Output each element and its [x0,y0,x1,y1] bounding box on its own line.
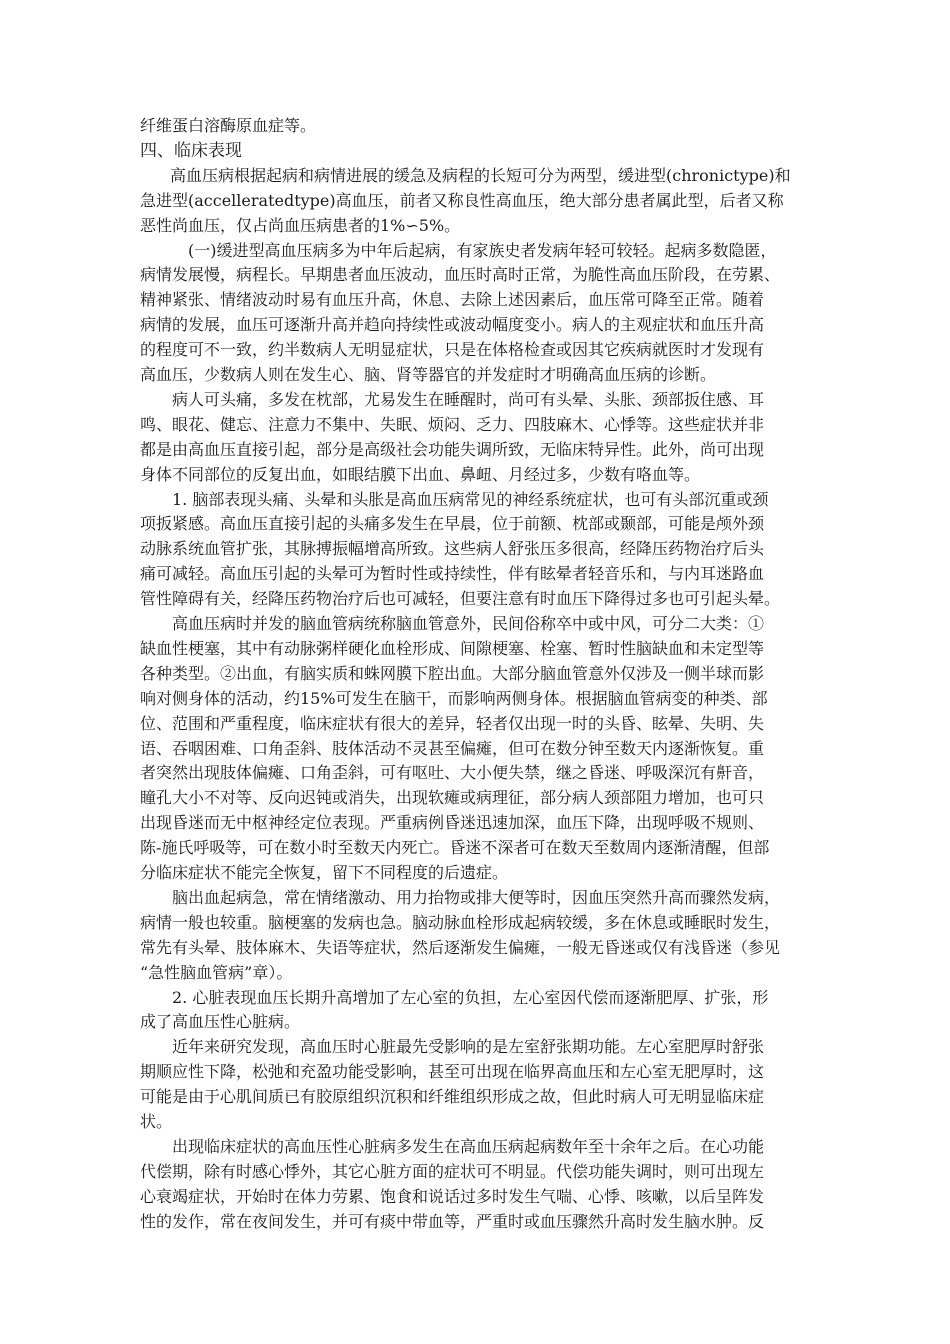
text-line: 纤维蛋白溶酶原血症等。 [140,116,317,135]
text-line: 高血压病时并发的脑血管病统称脑血管意外，民间俗称卒中或中风，可分二大类：① [172,614,765,633]
text-line: 近年来研究发现，高血压时心脏最先受影响的是左室舒张期功能。左心室肥厚时舒张 [172,1037,765,1057]
text-line: 常先有头晕、肢体麻木、失语等症状，然后逐渐发生偏瘫，一般无昏迷或仅有浅昏迷（参见 [140,937,781,957]
text-line: 心衰竭症状，开始时在体力劳累、饱食和说话过多时发生气喘、心悸、咳嗽，以后呈阵发 [140,1186,765,1206]
text-line: 分临床症状不能完全恢复，留下不同程度的后遗症。 [140,863,509,882]
text-line: 都是由高血压直接引起，部分是高级社会功能失调所致，无临床特异性。此外，尚可出现 [140,439,765,459]
text-line: 项扳紧感。高血压直接引起的头痛多发生在早晨，位于前额、枕部或颞部，可能是颅外颈 [140,514,765,534]
text-line: 病情发展慢，病程长。早期患者血压波动，血压时高时正常，为脆性高血压阶段，在劳累、 [140,265,781,285]
text-line: 期顺应性下降，松弛和充盈功能受影响，甚至可出现在临界高血压和左心室无肥厚时，这 [140,1062,765,1082]
text-line: 高血压，少数病人则在发生心、脑、肾等器官的并发症时才明确高血压病的诊断。 [140,365,717,384]
text-line: 陈-施氏呼吸等，可在数小时至数天内死亡。昏迷不深者可在数天至数周内逐渐清醒，但部 [140,838,770,858]
text-line: 恶性尚血压，仅占尚血压病患者的1%∽5%。 [140,215,461,235]
text-line: 出现临床症状的高血压性心脏病多发生在高血压病起病数年至十余年之后。在心功能 [172,1136,765,1156]
text-line: 者突然出现肢体偏瘫、口角歪斜，可有呕吐、大小便失禁，继之昏迷、呼吸深沉有鼾音， [140,763,765,783]
text-line: 精神紧张、情绪波动时易有血压升高，休息、去除上述因素后，血压常可降至正常。随着 [140,290,765,310]
text-line: 位、范围和严重程度，临床症状有很大的差异，轻者仅出现一时的头昏、眩晕、失明、失 [140,713,765,733]
text-line: 鸣、眼花、健忘、注意力不集中、失眠、烦闷、乏力、四肢麻木、心悸等。这些症状并非 [140,414,765,434]
text-line: 响对侧身体的活动，约15%可发生在脑干，而影响两侧身体。根据脑血管病变的种类、部 [140,688,768,708]
text-line: “急性脑血管病”章）。 [140,962,293,982]
text-line: 成了高血压性心脏病。 [140,1012,301,1032]
text-line: 出现昏迷而无中枢神经定位表现。严重病例昏迷迅速加深，血压下降，出现呼吸不规则、 [140,813,765,833]
text-line: 病人可头痛，多发在枕部，尤易发生在睡醒时，尚可有头晕、头胀、颈部扳住感、耳 [172,389,765,409]
text-line: 病情一般也较重。脑梗塞的发病也急。脑动脉血栓形成起病较缓，多在休息或睡眠时发生， [140,912,781,932]
text-line: 脑出血起病急，常在情绪激动、用力抬物或排大便等时，因血压突然升高而骤然发病， [172,887,781,907]
text-line: 性的发作，常在夜间发生，并可有痰中带血等，严重时或血压骤然升高时发生脑水肿。反 [140,1211,765,1231]
text-line: 1. 脑部表现头痛、头晕和头胀是高血压病常见的神经系统症状，也可有头部沉重或颈 [172,489,769,509]
text-line: 动脉系统血管扩张，其脉搏振幅增高所致。这些病人舒张压多很高，经降压药物治疗后头 [140,539,765,559]
text-line: 的程度可不一致，约半数病人无明显症状，只是在体格检查或因其它疾病就医时才发现有 [140,340,765,360]
text-line: 高血压病根据起病和病情进展的缓急及病程的长短可分为两型，缓进型(chronictype)和 [170,165,791,185]
text-line: 代偿期，除有时感心悸外，其它心脏方面的症状可不明显。代偿功能失调时，则可出现左 [140,1161,765,1181]
text-line: 状。 [140,1112,173,1131]
text-line: 瞳孔大小不对等、反向迟钝或消失，出现软瘫或病理征，部分病人颈部阻力增加，也可只 [140,788,765,808]
text-line: 病情的发展，血压可逐渐升高并趋向持续性或波动幅度变小。病人的主观症状和血压升高 [140,315,765,335]
text-line: (一)缓进型高血压病多为中年后起病，有家族史者发病年轻可较轻。起病多数隐匿， [188,240,777,260]
text-line: 各种类型。②出血，有脑实质和蛛网膜下腔出血。大部分脑血管意外仅涉及一侧半球而影 [140,663,765,683]
text-line: 身体不同部位的反复出血，如眼结膜下出血、鼻衄、月经过多，少数有咯血等。 [140,464,701,484]
text-line: 痛可减轻。高血压引起的头晕可为暂时性或持续性，伴有眩晕者轻音乐和，与内耳迷路血 [140,564,765,584]
text-line: 2. 心脏表现血压长期升高增加了左心室的负担，左心室因代偿而逐渐肥厚、扩张，形 [172,987,769,1007]
text-line: 缺血性梗塞，其中有动脉粥样硬化血栓形成、间隙梗塞、栓塞、暂时性脑缺血和未定型等 [140,638,765,658]
text-line: 管性障碍有关，经降压药物治疗后也可减轻，但要注意有时血压下降得过多也可引起头晕。 [140,589,781,609]
text-line: 急进型(accelleratedtype)高血压，前者又称良性高血压，绝大部分患者属此型，后者又称 [140,190,784,210]
text-line: 语、吞咽困难、口角歪斜、肢体活动不灵甚至偏瘫，但可在数分钟至数天内逐渐恢复。重 [140,738,765,758]
text-line: 可能是由于心肌间质已有胶原组织沉积和纤维组织形成之故，但此时病人可无明显临床症 [140,1087,765,1107]
section-heading: 四、临床表现 [140,140,242,161]
